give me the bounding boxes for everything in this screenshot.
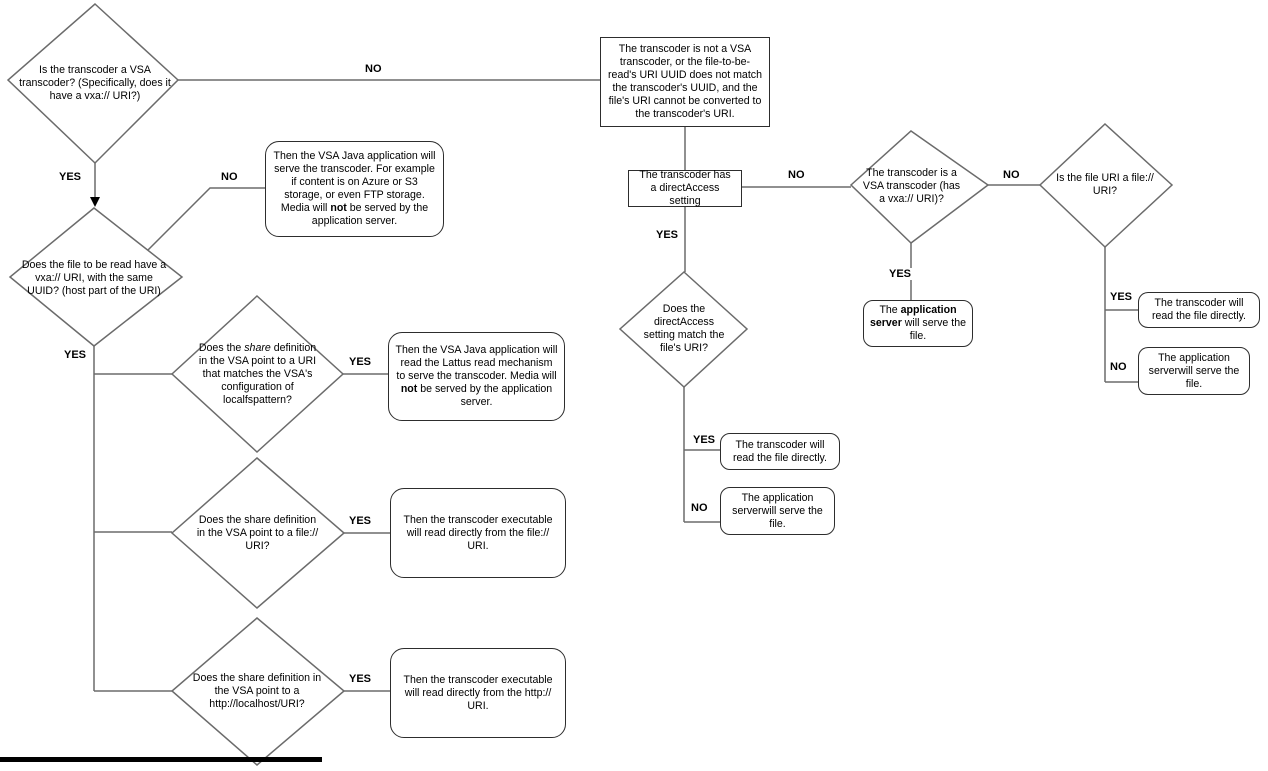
- edge-label-no: NO: [1003, 169, 1020, 181]
- edge-label-yes: YES: [693, 434, 716, 446]
- edge-label-yes: YES: [349, 673, 372, 685]
- decision-share-file-text: Does the share definition in the VSA point to a file:// URI?: [196, 513, 319, 552]
- text-segment: Then the VSA Java application will serve the transcoder. For example if content is on Azure or S3 storage, or even FTP storage. Media will: [273, 150, 439, 214]
- result-java-serves-transcoder: [265, 141, 444, 237]
- result-not-vsa-transcoder: The transcoder is not a VSA transcoder, or the file-to-be-read's URI UUID does not match the transcoder's UUID, and the file's URI cannot be converted to the transcoder's URI.: [600, 37, 770, 127]
- bold-text: application server: [870, 304, 960, 329]
- bottom-edge-bar: [0, 757, 322, 762]
- result-exec-reads-http-uri: Then the transcoder executable will read directly from the http:// URI.: [390, 648, 566, 738]
- edge-label-no: NO: [365, 63, 382, 75]
- text-segment: The: [879, 304, 901, 316]
- text-segment: definition in the VSA point to a URI that matches the VSA's configuration of localfspattern?: [198, 341, 320, 406]
- result-exec-reads-file-uri: Then the transcoder executable will read directly from the file:// URI.: [390, 488, 566, 578]
- decision-share-localfs-text: [194, 330, 321, 418]
- result-app-server-serves-right: The application serverwill serve the file.: [1138, 347, 1250, 395]
- edge-label-yes: YES: [1110, 291, 1133, 303]
- text-segment: be served by the application server.: [311, 202, 432, 227]
- edge-label-no: NO: [691, 502, 708, 514]
- text-segment: be served by the application server.: [417, 383, 556, 408]
- bold-text: not: [330, 202, 347, 214]
- decision-is-vsa2-text: The transcoder is a VSA transcoder (has a vxa:// URI)?: [862, 166, 961, 205]
- edge-label-yes: YES: [59, 171, 82, 183]
- result-app-server-serves-mid: The application serverwill serve the file.: [720, 487, 835, 535]
- result-read-directly-mid: The transcoder will read the file directly.: [720, 433, 840, 470]
- italic-text: share: [244, 341, 271, 354]
- result-lattus-read: [388, 332, 565, 421]
- edge-label-yes: YES: [656, 229, 679, 241]
- bold-text: not: [400, 383, 418, 395]
- result-read-directly-right: The transcoder will read the file directly.: [1138, 292, 1260, 328]
- edge-label-yes: YES: [349, 515, 372, 527]
- edge-label-yes: YES: [349, 356, 372, 368]
- edge-label-no: NO: [788, 169, 805, 181]
- edge-label-yes: YES: [889, 268, 912, 280]
- text-segment: Does the: [198, 341, 245, 354]
- arrowhead-down: [90, 197, 100, 207]
- text-segment: will serve the file.: [901, 317, 969, 342]
- edge-label-no: NO: [221, 171, 238, 183]
- decision-share-http-text: Does the share definition in the VSA point to a http://localhost/URI?: [192, 671, 322, 710]
- edge-label-yes: YES: [64, 349, 87, 361]
- result-app-server-serves-bold: [863, 300, 973, 347]
- edge-label-no: NO: [1110, 361, 1127, 373]
- decision-direct-match-text: Does the directAccess setting match the file's URI?: [643, 303, 725, 354]
- decision-file-vxa-text: Does the file to be read have a vxa:// URI, with the same UUID? (host part of the URI): [21, 258, 167, 297]
- decision-is-vsa-text: Is the transcoder a VSA transcoder? (Specifically, does it have a vxa:// URI?): [19, 63, 171, 102]
- decision-file-uri-text: Is the file URI a file:// URI?: [1056, 172, 1154, 197]
- state-direct-access-setting: The transcoder has a directAccess setting: [628, 170, 742, 207]
- text-segment: Then the VSA Java application will read the Lattus read mechanism to serve the transcoder. Media will: [395, 344, 561, 382]
